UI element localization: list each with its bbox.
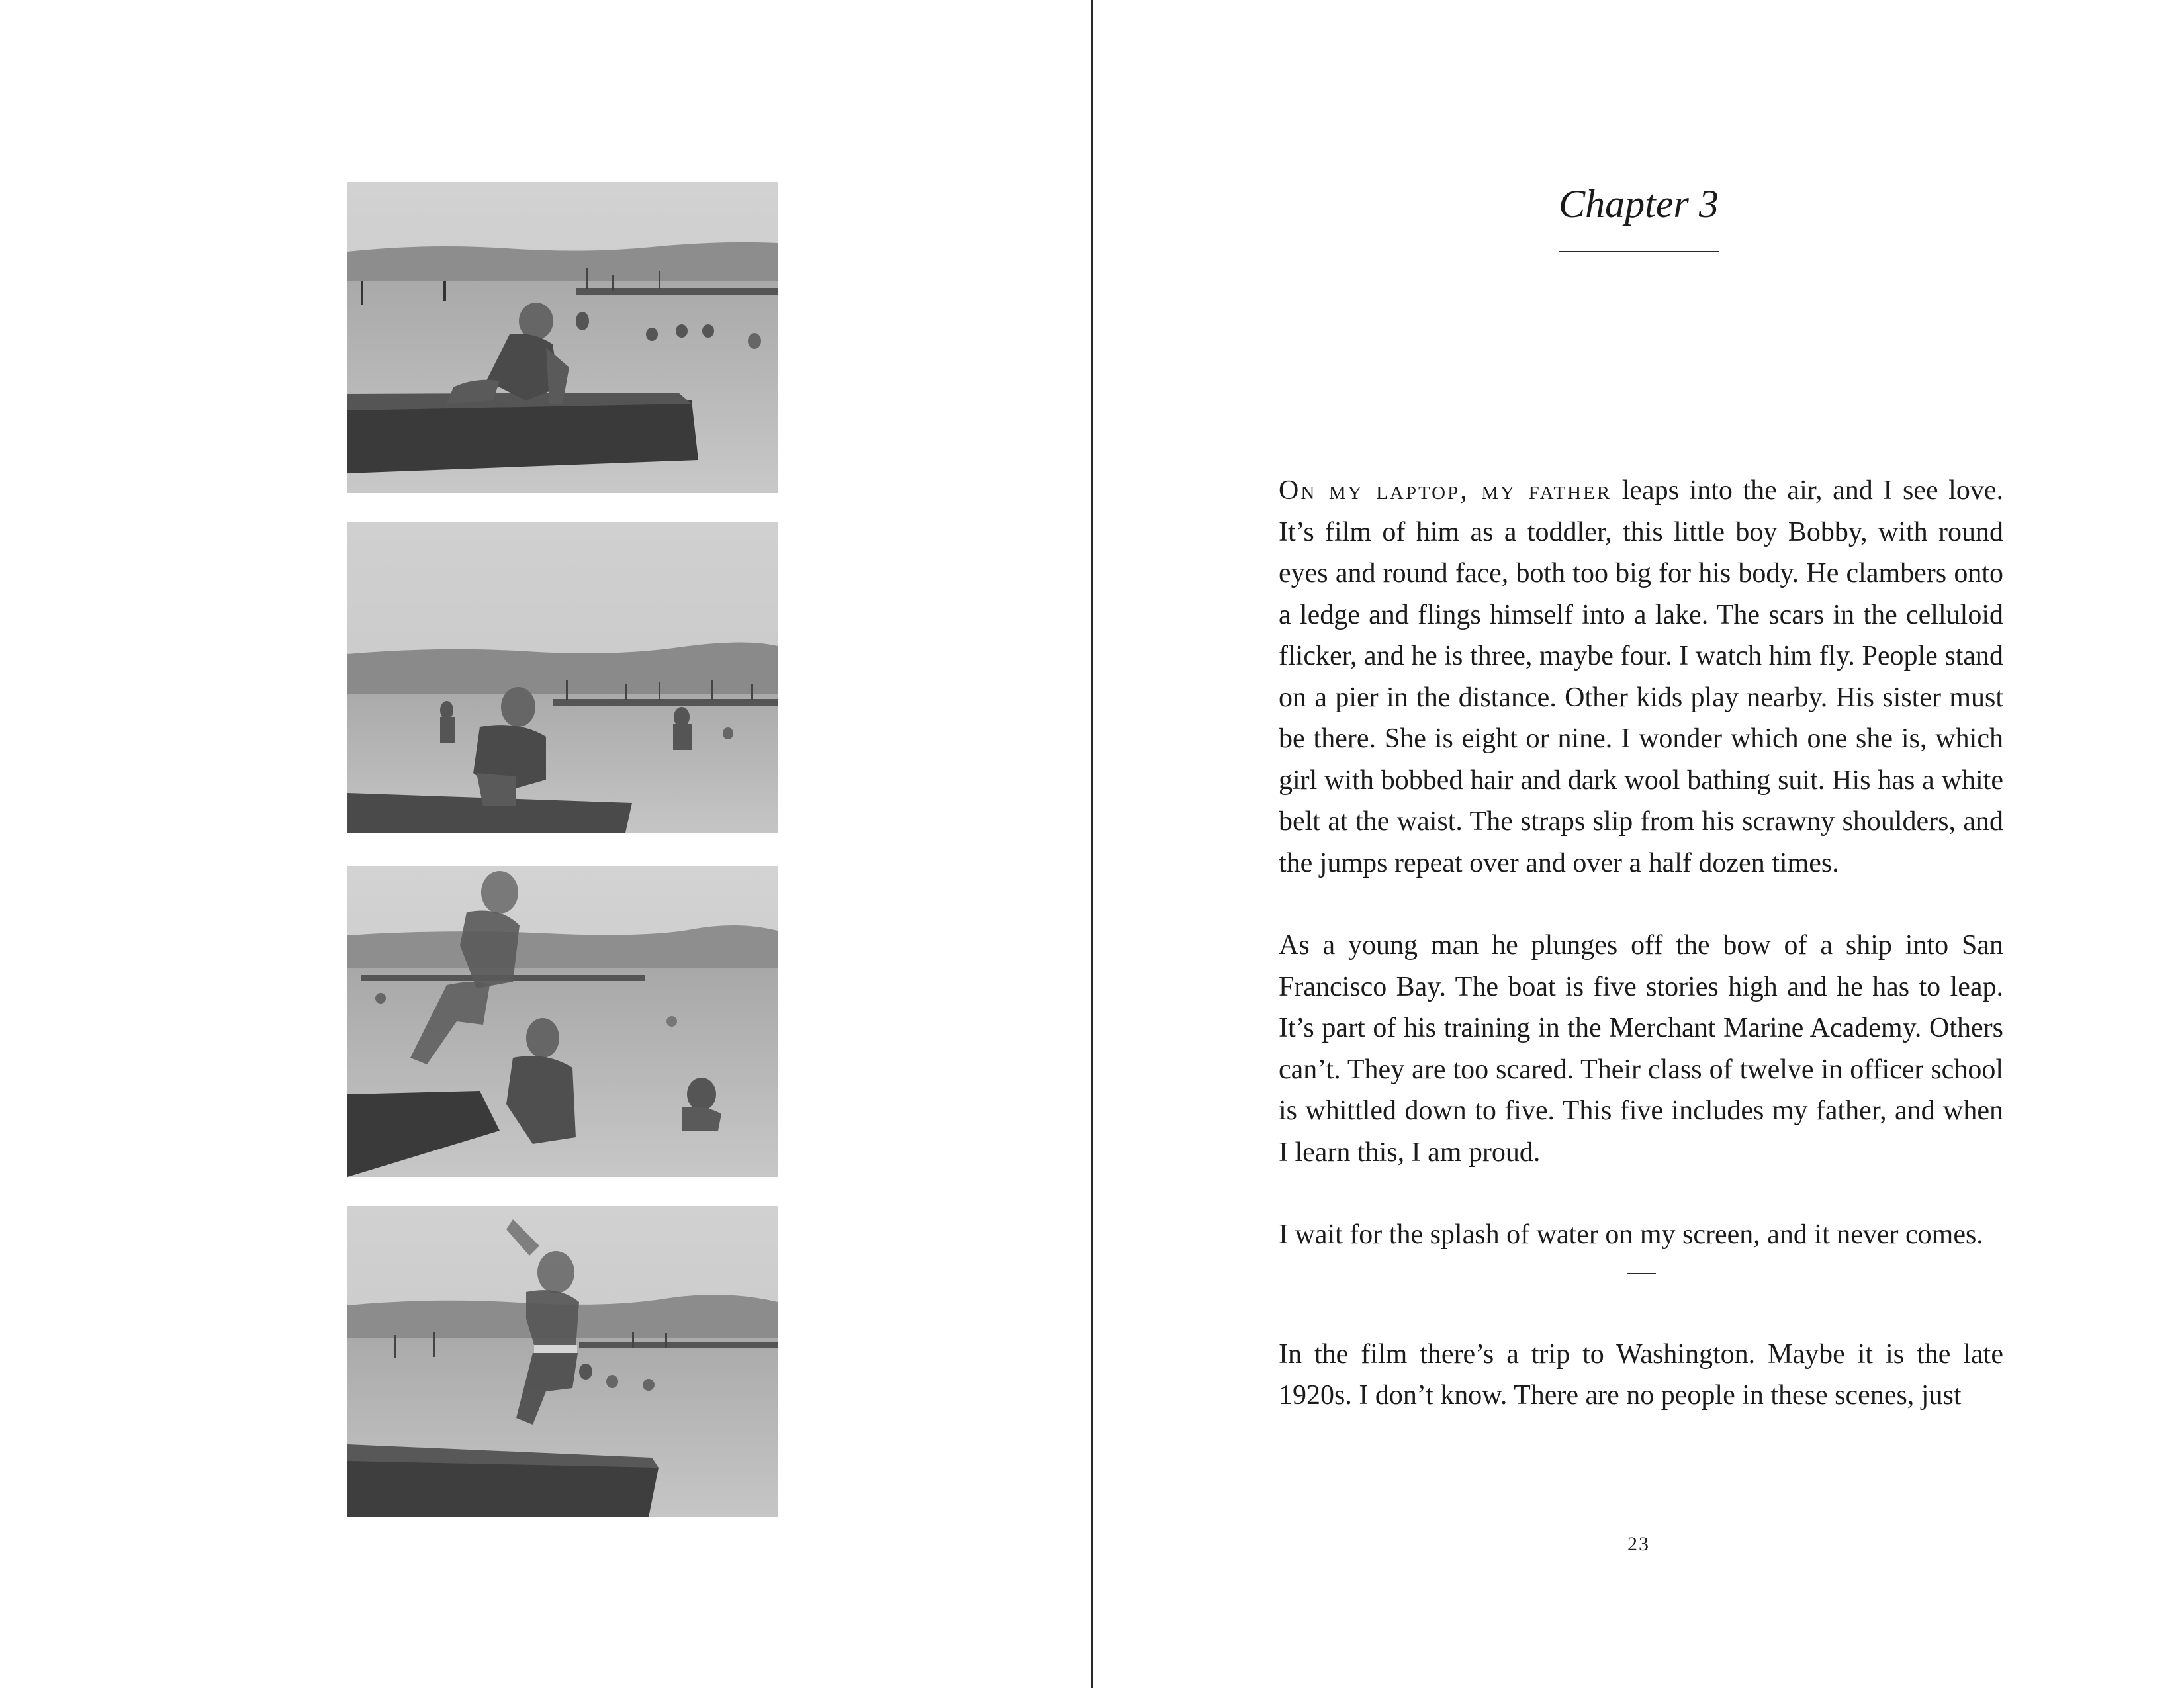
opening-small-caps: On my laptop, my father <box>1279 475 1612 506</box>
chapter-title: Chapter 3 <box>1559 182 1719 226</box>
paragraph-2: As a young man he plunges off the bow of a ship into San Francisco Bay. The boat is five stories high and he has to leap. It’s part of his training in the Merchant Marine Academy. Others can’t. They are too scared. Their class of twelve in officer school is whittled down to five. This five includes my father, and when I learn this, I am proud. <box>1279 930 2003 1168</box>
film-still-boy-crouching-icon <box>347 522 778 833</box>
film-still-boy-leaping-icon <box>347 866 778 1177</box>
film-still-boy-in-air-icon <box>347 1206 778 1517</box>
paragraph-3: I wait for the splash of water on my screen, and it never comes. <box>1279 1219 1983 1250</box>
paragraph-1 <box>1279 470 2003 884</box>
paragraph-4: In the film there’s a trip to Washington. Maybe it is the late 1920s. I don’t know. There are no people in these scenes, just <box>1279 1338 2003 1411</box>
section-break-rule <box>1627 1273 1656 1274</box>
film-still-1 <box>347 182 778 493</box>
film-still-4 <box>347 1206 778 1517</box>
film-still-boy-climbing-ledge-icon <box>347 182 778 493</box>
paragraph-1-text: leaps into the air, and I see love. It’s film of him as a toddler, this little boy Bobby, with round eyes and round face, both too big for his body. He clambers onto a ledge and flings himself into a lake. The scars in the celluloid flicker, and he is three, maybe four. I watch him fly. People stand on a pier in the distance. Other kids play nearby. His sister must be there. She is eight or nine. I wonder which one she is, which girl with bobbed hair and dark wool bathing suit. His has a white belt at the waist. The straps slip from his scrawny shoulders, and the jumps repeat over and over a half dozen times. <box>1279 475 2003 878</box>
left-page <box>0 0 1091 1688</box>
right-page <box>1093 0 2184 1688</box>
body-text <box>1279 470 2003 1458</box>
chapter-title-rule <box>1559 251 1719 252</box>
page-number: 23 <box>1627 1533 1650 1555</box>
film-still-2 <box>347 522 778 833</box>
film-still-3 <box>347 866 778 1177</box>
